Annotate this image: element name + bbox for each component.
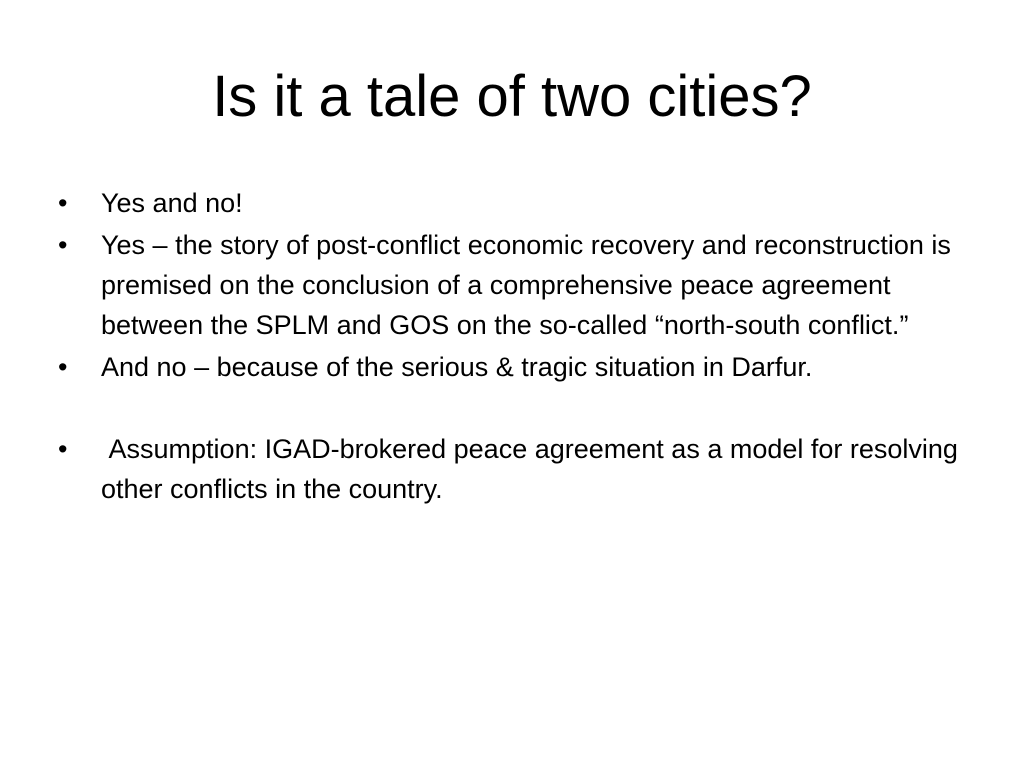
bullet-icon: • <box>58 434 68 464</box>
bullet-text: Yes and no! <box>101 188 243 218</box>
bullet-icon: • <box>58 188 68 218</box>
slide-title: Is it a tale of two cities? <box>212 64 812 129</box>
bullet-item <box>58 225 958 345</box>
bullet-text: And no – because of the serious & tragic situation in Darfur. <box>101 352 813 382</box>
bullet-icon: • <box>58 230 68 260</box>
bullet-icon: • <box>58 352 68 382</box>
bullet-text: Assumption: IGAD-brokered peace agreement as a model for resolving other conflicts in the country. <box>101 434 966 504</box>
bullet-item <box>58 183 958 223</box>
bullet-item <box>58 347 958 387</box>
bullet-text: Yes – the story of post-conflict economic recovery and reconstruction is premised on the conclusion of a comprehensive peace agreement between the SPLM and GOS on the so-called “north-south conflict.” <box>101 230 951 340</box>
bullet-list <box>58 183 966 511</box>
bullet-item <box>58 429 966 509</box>
